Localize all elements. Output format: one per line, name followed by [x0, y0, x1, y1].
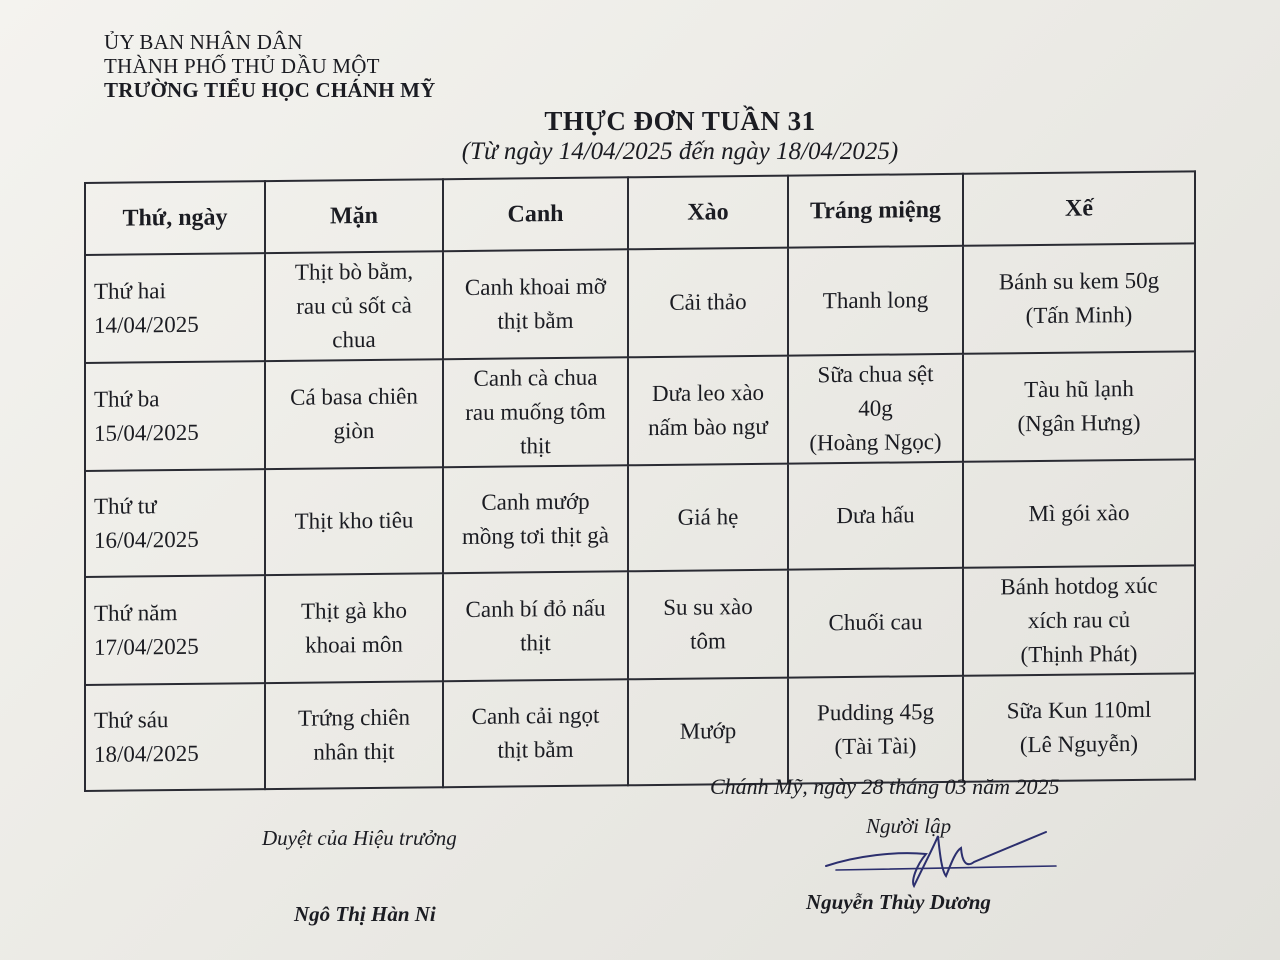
cell-day: [85, 683, 265, 791]
header-xe: Xế: [963, 171, 1195, 245]
cell-canh-line: thịt: [520, 630, 551, 656]
day-date: 17/04/2025: [94, 633, 199, 660]
day-date: 15/04/2025: [94, 419, 199, 446]
cell-xao-line: Dưa leo xào: [651, 379, 765, 407]
weekly-menu-table: [84, 170, 1196, 792]
header-city: THÀNH PHỐ THỦ DẦU MỘT: [104, 54, 380, 78]
cell-man-line: chua: [332, 326, 376, 353]
day-name: Thứ ba: [94, 386, 160, 412]
cell-day: [85, 361, 265, 471]
header-committee: ỦY BAN NHÂN DÂN: [104, 30, 303, 54]
preparer-name: Nguyễn Thùy Dương: [806, 890, 991, 914]
cell-canh-line: thịt bằm: [497, 307, 574, 334]
cell-xe-line: xích rau củ: [1027, 607, 1131, 634]
table-body: [85, 243, 1195, 791]
cell-canh-line: rau muống tôm: [465, 398, 606, 426]
day-name: Thứ hai: [94, 278, 166, 304]
cell-xe: [963, 243, 1195, 353]
cell-xao-line: Cải thảo: [669, 289, 747, 315]
day-date: 14/04/2025: [94, 311, 199, 338]
table-row: [85, 565, 1195, 685]
cell-xe-line: (Lê Nguyễn): [1019, 730, 1139, 758]
cell-canh: [443, 465, 628, 573]
header-canh: Canh: [443, 177, 628, 251]
cell-xe: [963, 351, 1195, 461]
cell-xe-line: Sữa Kun 110ml: [1006, 696, 1152, 724]
menu-title: THỰC ĐƠN TUẦN 31: [544, 106, 816, 136]
cell-trang-mieng-line: Dưa hấu: [836, 502, 915, 529]
signature-icon: [816, 826, 1066, 896]
cell-day: [85, 469, 265, 577]
cell-trang-mieng: [788, 676, 963, 784]
principal-approval-label: Duyệt của Hiệu trưởng: [262, 826, 457, 850]
cell-xe-line: Bánh su kem 50g: [998, 267, 1160, 295]
cell-man-line: rau củ sốt cà: [296, 292, 412, 319]
cell-day: [85, 253, 265, 363]
header-school: TRƯỜNG TIỂU HỌC CHÁNH MỸ: [104, 78, 436, 102]
cell-trang-mieng-line: Chuối cau: [828, 609, 923, 636]
day-name: Thứ năm: [94, 600, 178, 626]
cell-man-line: nhân thịt: [313, 738, 395, 765]
day-name: Thứ tư: [94, 493, 157, 519]
cell-trang-mieng-line: Thanh long: [822, 287, 929, 314]
cell-xe-line: (Ngân Hưng): [1017, 409, 1141, 437]
principal-name: Ngô Thị Hàn Ni: [294, 902, 436, 926]
cell-canh-line: mồng tơi thịt gà: [462, 522, 609, 550]
cell-xe: [963, 565, 1195, 675]
cell-man-line: giòn: [333, 417, 375, 444]
cell-canh-line: Canh cải ngọt: [471, 702, 600, 729]
cell-trang-mieng-line: Sữa chua sệt: [817, 361, 934, 388]
cell-man: [265, 251, 443, 361]
cell-xe-line: Tàu hũ lạnh: [1024, 376, 1134, 403]
cell-xe: [963, 673, 1195, 781]
cell-xao-line: nấm bào ngư: [648, 413, 768, 441]
cell-trang-mieng-line: (Hoàng Ngọc): [809, 429, 942, 456]
cell-man: [265, 573, 443, 683]
header-xao: Xào: [628, 176, 788, 250]
day-date: 16/04/2025: [94, 526, 199, 553]
cell-canh: [443, 249, 628, 359]
cell-trang-mieng: [788, 246, 963, 356]
day-name: Thứ sáu: [94, 707, 169, 733]
cell-canh: [443, 357, 628, 467]
header-man: Mặn: [265, 179, 443, 253]
cell-xao-line: tôm: [690, 628, 726, 654]
cell-xao-line: Mướp: [679, 718, 737, 744]
day-date: 18/04/2025: [94, 740, 199, 767]
cell-trang-mieng: [788, 354, 963, 464]
cell-xe-line: (Thịnh Phát): [1020, 640, 1138, 668]
cell-canh-line: Canh mướp: [481, 488, 590, 515]
cell-trang-mieng-line: Pudding 45g: [817, 699, 934, 726]
cell-man-line: Thịt gà kho: [300, 597, 408, 624]
cell-xe: [963, 459, 1195, 567]
cell-xao: [628, 248, 788, 358]
cell-man-line: Thịt bò bằm,: [294, 258, 414, 285]
cell-xao-line: Giá hẹ: [677, 504, 739, 530]
cell-xao-line: Su su xào: [663, 593, 753, 620]
cell-trang-mieng-line: 40g: [858, 395, 893, 421]
cell-canh-line: thịt bằm: [497, 736, 574, 763]
cell-man-line: Trứng chiên: [298, 704, 410, 731]
header-trang-mieng: Tráng miệng: [788, 174, 963, 248]
cell-man: [265, 681, 443, 789]
cell-man-line: khoai môn: [305, 631, 403, 658]
cell-xe-line: Mì gói xào: [1028, 500, 1130, 527]
cell-canh: [443, 679, 628, 787]
cell-canh-line: Canh bí đỏ nấu: [465, 595, 606, 623]
cell-canh-line: thịt: [520, 433, 551, 459]
header-day: Thứ, ngày: [85, 181, 265, 255]
table-row: [85, 351, 1195, 471]
cell-xao: [628, 678, 788, 786]
cell-canh-line: Canh cà chua: [473, 364, 598, 391]
table-row: [85, 243, 1195, 363]
place-and-date: Chánh Mỹ, ngày 28 tháng 03 năm 2025: [710, 774, 1060, 799]
preparer-label: Người lập: [866, 814, 952, 838]
cell-man: [265, 359, 443, 469]
cell-trang-mieng-line: (Tài Tài): [834, 733, 917, 760]
cell-xao: [628, 570, 788, 680]
menu-date-range: (Từ ngày 14/04/2025 đến ngày 18/04/2025): [461, 138, 899, 165]
cell-man-line: Thịt kho tiêu: [294, 507, 414, 534]
cell-xe-line: (Tấn Minh): [1025, 302, 1133, 329]
document-header: [104, 30, 435, 102]
cell-xao: [628, 464, 788, 572]
table-row: [85, 459, 1195, 577]
cell-canh-line: Canh khoai mỡ: [464, 273, 607, 301]
cell-man-line: Cá basa chiên: [290, 383, 418, 410]
cell-day: [85, 575, 265, 685]
cell-xao: [628, 356, 788, 466]
table-header-row: [85, 171, 1195, 255]
cell-man: [265, 467, 443, 575]
cell-xe-line: Bánh hotdog xúc: [1000, 572, 1158, 600]
cell-trang-mieng: [788, 462, 963, 570]
cell-canh: [443, 571, 628, 681]
cell-trang-mieng: [788, 568, 963, 678]
